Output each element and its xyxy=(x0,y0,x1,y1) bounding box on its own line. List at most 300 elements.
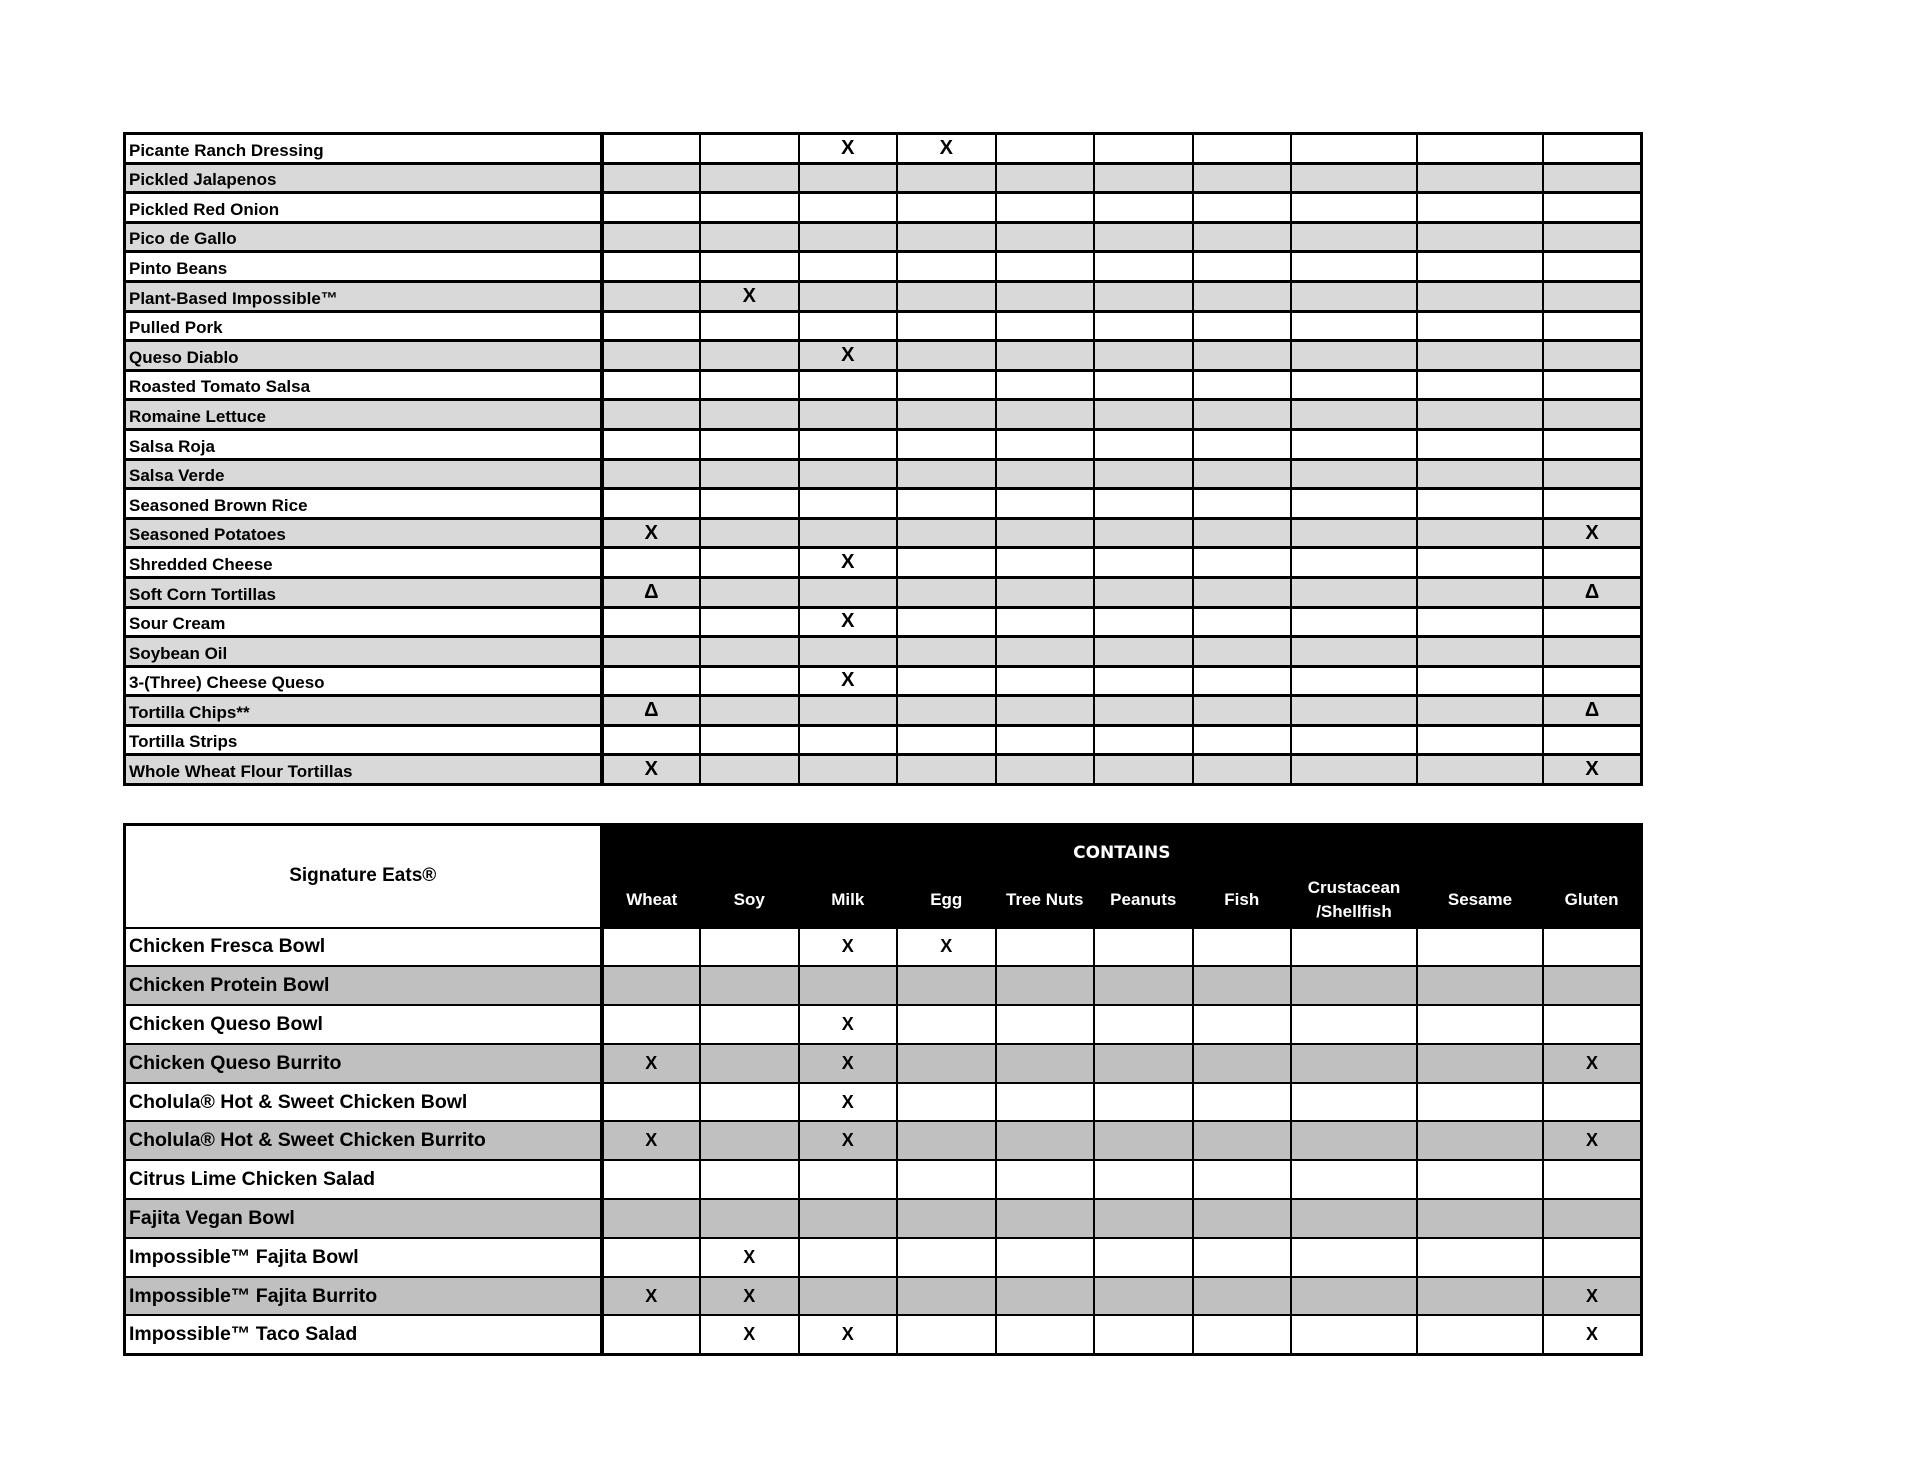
mark-crustacean-shellfish xyxy=(1291,163,1417,193)
allergen-header-sesame: Sesame xyxy=(1417,873,1543,928)
ingredient-row xyxy=(125,489,1642,519)
mark-soy xyxy=(700,755,799,785)
mark-soy xyxy=(700,1160,799,1199)
mark-milk xyxy=(799,1199,898,1238)
mark-peanuts xyxy=(1094,637,1193,667)
mark-sesame xyxy=(1417,222,1543,252)
ingredient-name: Pulled Pork xyxy=(125,311,602,341)
mark-crustacean-shellfish xyxy=(1291,429,1417,459)
mark-crustacean-shellfish xyxy=(1291,400,1417,430)
ingredient-row xyxy=(125,222,1642,252)
mark-crustacean-shellfish xyxy=(1291,518,1417,548)
signature-item-name: Chicken Protein Bowl xyxy=(125,966,602,1005)
mark-milk: X xyxy=(799,1044,898,1083)
mark-peanuts xyxy=(1094,1199,1193,1238)
mark-milk xyxy=(799,755,898,785)
mark-crustacean-shellfish xyxy=(1291,725,1417,755)
mark-tree-nuts xyxy=(996,489,1095,519)
mark-egg xyxy=(897,1199,996,1238)
mark-gluten: X xyxy=(1543,518,1642,548)
mark-wheat: Δ xyxy=(602,696,701,726)
mark-sesame xyxy=(1417,1199,1543,1238)
mark-milk: X xyxy=(799,928,898,967)
mark-milk xyxy=(799,725,898,755)
ingredient-name: Tortilla Strips xyxy=(125,725,602,755)
mark-fish xyxy=(1193,1199,1292,1238)
mark-egg xyxy=(897,489,996,519)
mark-fish xyxy=(1193,637,1292,667)
mark-soy xyxy=(700,193,799,223)
ingredient-name: Romaine Lettuce xyxy=(125,400,602,430)
mark-soy xyxy=(700,607,799,637)
mark-tree-nuts xyxy=(996,725,1095,755)
mark-egg xyxy=(897,637,996,667)
mark-fish xyxy=(1193,1005,1292,1044)
mark-crustacean-shellfish xyxy=(1291,966,1417,1005)
mark-sesame xyxy=(1417,637,1543,667)
mark-peanuts xyxy=(1094,607,1193,637)
ingredient-name: Roasted Tomato Salsa xyxy=(125,370,602,400)
mark-crustacean-shellfish xyxy=(1291,666,1417,696)
mark-gluten xyxy=(1543,1160,1642,1199)
mark-wheat xyxy=(602,429,701,459)
signature-eats-allergen-table xyxy=(123,823,1643,1356)
mark-crustacean-shellfish xyxy=(1291,755,1417,785)
mark-soy: X xyxy=(700,1315,799,1354)
mark-fish xyxy=(1193,311,1292,341)
mark-milk xyxy=(799,222,898,252)
signature-item-row xyxy=(125,1238,1642,1277)
ingredient-row xyxy=(125,755,1642,785)
allergen-header-tree-nuts: Tree Nuts xyxy=(996,873,1095,928)
mark-gluten xyxy=(1543,1083,1642,1122)
mark-milk xyxy=(799,193,898,223)
mark-tree-nuts xyxy=(996,1005,1095,1044)
mark-sesame xyxy=(1417,548,1543,578)
ingredient-name: Soybean Oil xyxy=(125,637,602,667)
mark-gluten xyxy=(1543,548,1642,578)
mark-gluten xyxy=(1543,341,1642,371)
mark-egg: X xyxy=(897,928,996,967)
mark-sesame xyxy=(1417,163,1543,193)
mark-gluten xyxy=(1543,637,1642,667)
allergen-header-egg: Egg xyxy=(897,873,996,928)
mark-peanuts xyxy=(1094,459,1193,489)
mark-milk: X xyxy=(799,666,898,696)
mark-egg xyxy=(897,222,996,252)
mark-wheat xyxy=(602,1315,701,1354)
mark-soy xyxy=(700,400,799,430)
ingredient-name: Plant-Based Impossible™ xyxy=(125,281,602,311)
mark-wheat xyxy=(602,725,701,755)
mark-wheat xyxy=(602,1160,701,1199)
mark-fish xyxy=(1193,1121,1292,1160)
mark-crustacean-shellfish xyxy=(1291,1315,1417,1354)
ingredient-name: Picante Ranch Dressing xyxy=(125,134,602,164)
mark-egg xyxy=(897,311,996,341)
signature-item-name: Impossible™ Fajita Burrito xyxy=(125,1277,602,1316)
signature-item-name: Fajita Vegan Bowl xyxy=(125,1199,602,1238)
mark-wheat xyxy=(602,370,701,400)
mark-crustacean-shellfish xyxy=(1291,222,1417,252)
mark-wheat xyxy=(602,193,701,223)
mark-peanuts xyxy=(1094,1005,1193,1044)
mark-soy xyxy=(700,548,799,578)
ingredient-name: Tortilla Chips** xyxy=(125,696,602,726)
mark-milk xyxy=(799,489,898,519)
mark-tree-nuts xyxy=(996,1121,1095,1160)
mark-tree-nuts xyxy=(996,966,1095,1005)
mark-egg xyxy=(897,607,996,637)
mark-crustacean-shellfish xyxy=(1291,1044,1417,1083)
signature-item-row xyxy=(125,1005,1642,1044)
mark-milk xyxy=(799,281,898,311)
mark-tree-nuts xyxy=(996,222,1095,252)
mark-gluten xyxy=(1543,1199,1642,1238)
mark-milk xyxy=(799,163,898,193)
mark-peanuts xyxy=(1094,1315,1193,1354)
mark-sesame xyxy=(1417,370,1543,400)
mark-wheat xyxy=(602,928,701,967)
mark-fish xyxy=(1193,548,1292,578)
signature-item-row xyxy=(125,1160,1642,1199)
ingredient-row xyxy=(125,134,1642,164)
ingredient-row xyxy=(125,341,1642,371)
mark-fish xyxy=(1193,577,1292,607)
mark-soy xyxy=(700,1199,799,1238)
mark-soy xyxy=(700,1005,799,1044)
mark-peanuts xyxy=(1094,429,1193,459)
mark-gluten xyxy=(1543,222,1642,252)
mark-wheat: X xyxy=(602,755,701,785)
signature-item-name: Impossible™ Taco Salad xyxy=(125,1315,602,1354)
mark-fish xyxy=(1193,252,1292,282)
mark-crustacean-shellfish xyxy=(1291,193,1417,223)
mark-gluten xyxy=(1543,370,1642,400)
mark-fish xyxy=(1193,1044,1292,1083)
mark-gluten: X xyxy=(1543,755,1642,785)
mark-tree-nuts xyxy=(996,311,1095,341)
mark-soy xyxy=(700,725,799,755)
mark-fish xyxy=(1193,429,1292,459)
mark-sesame xyxy=(1417,518,1543,548)
allergen-header-crustacean-shellfish: Crustacean /Shellfish xyxy=(1291,873,1417,928)
mark-sesame xyxy=(1417,666,1543,696)
signature-item-row xyxy=(125,1277,1642,1316)
mark-crustacean-shellfish xyxy=(1291,607,1417,637)
mark-milk: X xyxy=(799,1121,898,1160)
mark-egg xyxy=(897,459,996,489)
mark-tree-nuts xyxy=(996,607,1095,637)
mark-soy xyxy=(700,577,799,607)
mark-peanuts xyxy=(1094,696,1193,726)
mark-egg xyxy=(897,429,996,459)
mark-fish xyxy=(1193,1277,1292,1316)
ingredient-name: Whole Wheat Flour Tortillas xyxy=(125,755,602,785)
mark-crustacean-shellfish xyxy=(1291,577,1417,607)
mark-sesame xyxy=(1417,193,1543,223)
mark-milk: X xyxy=(799,341,898,371)
allergen-header-wheat: Wheat xyxy=(602,873,701,928)
ingredient-row xyxy=(125,459,1642,489)
mark-sesame xyxy=(1417,696,1543,726)
mark-fish xyxy=(1193,518,1292,548)
mark-tree-nuts xyxy=(996,928,1095,967)
mark-sesame xyxy=(1417,1121,1543,1160)
mark-crustacean-shellfish xyxy=(1291,1121,1417,1160)
mark-egg xyxy=(897,1315,996,1354)
ingredient-row xyxy=(125,193,1642,223)
mark-egg xyxy=(897,548,996,578)
ingredients-allergen-table xyxy=(123,132,1643,786)
mark-tree-nuts xyxy=(996,577,1095,607)
ingredient-row xyxy=(125,518,1642,548)
ingredient-row xyxy=(125,637,1642,667)
mark-milk xyxy=(799,696,898,726)
mark-milk xyxy=(799,966,898,1005)
mark-wheat xyxy=(602,222,701,252)
ingredient-row xyxy=(125,281,1642,311)
ingredient-name: Pinto Beans xyxy=(125,252,602,282)
mark-tree-nuts xyxy=(996,1083,1095,1122)
mark-sesame xyxy=(1417,577,1543,607)
mark-milk xyxy=(799,1277,898,1316)
mark-crustacean-shellfish xyxy=(1291,1160,1417,1199)
allergen-header-soy: Soy xyxy=(700,873,799,928)
mark-milk xyxy=(799,1238,898,1277)
mark-crustacean-shellfish xyxy=(1291,1238,1417,1277)
mark-tree-nuts xyxy=(996,1277,1095,1316)
mark-milk xyxy=(799,400,898,430)
mark-tree-nuts xyxy=(996,637,1095,667)
mark-crustacean-shellfish xyxy=(1291,311,1417,341)
mark-peanuts xyxy=(1094,400,1193,430)
mark-fish xyxy=(1193,281,1292,311)
mark-sesame xyxy=(1417,1160,1543,1199)
allergen-header-milk: Milk xyxy=(799,873,898,928)
mark-egg xyxy=(897,666,996,696)
mark-sesame xyxy=(1417,400,1543,430)
mark-egg xyxy=(897,696,996,726)
mark-crustacean-shellfish xyxy=(1291,1083,1417,1122)
mark-gluten: X xyxy=(1543,1277,1642,1316)
mark-egg xyxy=(897,1083,996,1122)
mark-peanuts xyxy=(1094,577,1193,607)
signature-item-row xyxy=(125,1044,1642,1083)
mark-egg xyxy=(897,163,996,193)
mark-peanuts xyxy=(1094,966,1193,1005)
mark-tree-nuts xyxy=(996,370,1095,400)
mark-tree-nuts xyxy=(996,429,1095,459)
mark-peanuts xyxy=(1094,252,1193,282)
mark-peanuts xyxy=(1094,928,1193,967)
mark-milk: X xyxy=(799,607,898,637)
ingredient-row xyxy=(125,607,1642,637)
allergen-header-fish: Fish xyxy=(1193,873,1292,928)
mark-soy xyxy=(700,928,799,967)
mark-milk: X xyxy=(799,1005,898,1044)
mark-tree-nuts xyxy=(996,281,1095,311)
ingredient-row xyxy=(125,548,1642,578)
mark-gluten: Δ xyxy=(1543,577,1642,607)
mark-fish xyxy=(1193,607,1292,637)
mark-peanuts xyxy=(1094,1277,1193,1316)
mark-milk: X xyxy=(799,134,898,164)
mark-sesame xyxy=(1417,607,1543,637)
ingredient-row xyxy=(125,577,1642,607)
mark-peanuts xyxy=(1094,341,1193,371)
mark-tree-nuts xyxy=(996,666,1095,696)
mark-fish xyxy=(1193,193,1292,223)
mark-peanuts xyxy=(1094,755,1193,785)
allergen-header-peanuts: Peanuts xyxy=(1094,873,1193,928)
mark-crustacean-shellfish xyxy=(1291,928,1417,967)
mark-wheat: X xyxy=(602,518,701,548)
mark-sesame xyxy=(1417,1277,1543,1316)
mark-crustacean-shellfish xyxy=(1291,281,1417,311)
mark-tree-nuts xyxy=(996,696,1095,726)
signature-item-row xyxy=(125,928,1642,967)
signature-item-name: Cholula® Hot & Sweet Chicken Bowl xyxy=(125,1083,602,1122)
mark-peanuts xyxy=(1094,193,1193,223)
signature-item-name: Citrus Lime Chicken Salad xyxy=(125,1160,602,1199)
mark-sesame xyxy=(1417,1315,1543,1354)
mark-soy xyxy=(700,341,799,371)
mark-milk xyxy=(799,459,898,489)
mark-tree-nuts xyxy=(996,163,1095,193)
mark-soy xyxy=(700,666,799,696)
mark-gluten xyxy=(1543,400,1642,430)
ingredient-name: Seasoned Potatoes xyxy=(125,518,602,548)
mark-egg xyxy=(897,966,996,1005)
ingredient-row xyxy=(125,311,1642,341)
mark-gluten xyxy=(1543,489,1642,519)
mark-tree-nuts xyxy=(996,400,1095,430)
mark-milk xyxy=(799,1160,898,1199)
mark-crustacean-shellfish xyxy=(1291,489,1417,519)
mark-sesame xyxy=(1417,311,1543,341)
mark-wheat xyxy=(602,1199,701,1238)
mark-soy: X xyxy=(700,1277,799,1316)
mark-gluten xyxy=(1543,459,1642,489)
mark-soy xyxy=(700,696,799,726)
mark-soy xyxy=(700,1121,799,1160)
mark-tree-nuts xyxy=(996,193,1095,223)
mark-fish xyxy=(1193,1160,1292,1199)
mark-peanuts xyxy=(1094,489,1193,519)
mark-crustacean-shellfish xyxy=(1291,548,1417,578)
ingredient-row xyxy=(125,725,1642,755)
mark-sesame xyxy=(1417,725,1543,755)
mark-peanuts xyxy=(1094,548,1193,578)
mark-wheat xyxy=(602,548,701,578)
mark-wheat: X xyxy=(602,1044,701,1083)
mark-wheat: X xyxy=(602,1277,701,1316)
ingredient-row xyxy=(125,163,1642,193)
mark-egg xyxy=(897,252,996,282)
mark-sesame xyxy=(1417,459,1543,489)
ingredient-name: Pico de Gallo xyxy=(125,222,602,252)
mark-wheat xyxy=(602,489,701,519)
mark-egg xyxy=(897,1277,996,1316)
mark-egg xyxy=(897,400,996,430)
mark-soy xyxy=(700,134,799,164)
mark-fish xyxy=(1193,163,1292,193)
mark-fish xyxy=(1193,755,1292,785)
mark-gluten xyxy=(1543,966,1642,1005)
ingredient-name: Shredded Cheese xyxy=(125,548,602,578)
mark-egg xyxy=(897,370,996,400)
signature-item-name: Chicken Queso Burrito xyxy=(125,1044,602,1083)
mark-gluten xyxy=(1543,163,1642,193)
mark-egg xyxy=(897,1044,996,1083)
mark-milk xyxy=(799,518,898,548)
mark-wheat: Δ xyxy=(602,577,701,607)
ingredient-name: Salsa Verde xyxy=(125,459,602,489)
mark-wheat xyxy=(602,281,701,311)
ingredient-name: Pickled Red Onion xyxy=(125,193,602,223)
mark-crustacean-shellfish xyxy=(1291,696,1417,726)
mark-sesame xyxy=(1417,281,1543,311)
signature-item-name: Chicken Fresca Bowl xyxy=(125,928,602,967)
mark-milk xyxy=(799,252,898,282)
mark-tree-nuts xyxy=(996,1160,1095,1199)
mark-crustacean-shellfish xyxy=(1291,370,1417,400)
ingredient-name: Pickled Jalapenos xyxy=(125,163,602,193)
mark-peanuts xyxy=(1094,518,1193,548)
mark-gluten: X xyxy=(1543,1044,1642,1083)
signature-item-name: Chicken Queso Bowl xyxy=(125,1005,602,1044)
mark-fish xyxy=(1193,928,1292,967)
mark-soy xyxy=(700,489,799,519)
mark-crustacean-shellfish xyxy=(1291,1005,1417,1044)
mark-milk: X xyxy=(799,1315,898,1354)
mark-wheat xyxy=(602,666,701,696)
ingredient-row xyxy=(125,696,1642,726)
mark-peanuts xyxy=(1094,1044,1193,1083)
ingredient-row xyxy=(125,370,1642,400)
mark-milk: X xyxy=(799,1083,898,1122)
mark-crustacean-shellfish xyxy=(1291,341,1417,371)
mark-gluten xyxy=(1543,928,1642,967)
mark-gluten xyxy=(1543,1238,1642,1277)
mark-egg xyxy=(897,577,996,607)
mark-peanuts xyxy=(1094,134,1193,164)
mark-egg xyxy=(897,1121,996,1160)
mark-crustacean-shellfish xyxy=(1291,1277,1417,1316)
mark-milk xyxy=(799,577,898,607)
signature-eats-title: Signature Eats® xyxy=(125,825,602,928)
mark-peanuts xyxy=(1094,1121,1193,1160)
mark-peanuts xyxy=(1094,666,1193,696)
mark-tree-nuts xyxy=(996,1315,1095,1354)
mark-peanuts xyxy=(1094,222,1193,252)
mark-sesame xyxy=(1417,1238,1543,1277)
ingredient-name: Sour Cream xyxy=(125,607,602,637)
mark-egg xyxy=(897,1238,996,1277)
mark-gluten xyxy=(1543,429,1642,459)
ingredient-row xyxy=(125,400,1642,430)
mark-soy xyxy=(700,966,799,1005)
mark-peanuts xyxy=(1094,370,1193,400)
mark-gluten xyxy=(1543,607,1642,637)
mark-soy xyxy=(700,252,799,282)
mark-crustacean-shellfish xyxy=(1291,1199,1417,1238)
mark-sesame xyxy=(1417,341,1543,371)
mark-sesame xyxy=(1417,134,1543,164)
mark-tree-nuts xyxy=(996,518,1095,548)
signature-item-row xyxy=(125,966,1642,1005)
